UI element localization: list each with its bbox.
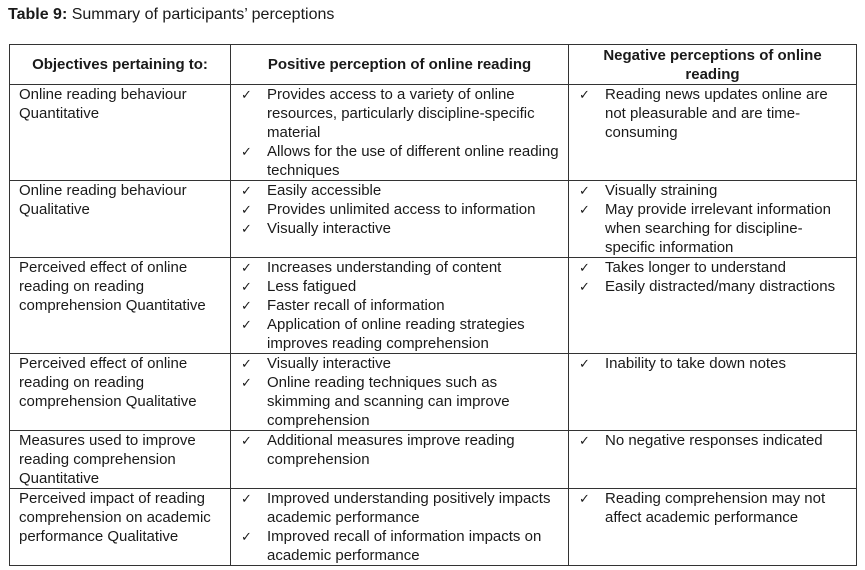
column-header-negative: Negative perceptions of online reading — [569, 45, 857, 85]
list-item-text: Online reading techniques such as skimming and scanning can improve comprehension — [267, 374, 510, 429]
check-icon: ✓ — [579, 183, 590, 198]
check-icon: ✓ — [241, 375, 252, 390]
list-item — [577, 489, 848, 527]
negative-perceptions-cell — [569, 181, 857, 258]
list-item — [239, 219, 560, 238]
check-icon: ✓ — [241, 260, 252, 275]
list-item — [239, 431, 560, 469]
negative-perceptions-cell — [569, 489, 857, 566]
negative-perceptions-list — [577, 181, 848, 257]
check-icon: ✓ — [241, 491, 252, 506]
list-item-text: Visually straining — [605, 182, 718, 199]
list-item-text: Inability to take down notes — [605, 355, 786, 372]
positive-perceptions-list — [239, 431, 560, 469]
list-item-text: Improved recall of information impacts on academic performance — [267, 528, 542, 564]
objective-cell: Perceived effect of online reading on reading comprehension Quantitative — [10, 258, 231, 354]
positive-perceptions-list — [239, 181, 560, 238]
table-row — [10, 354, 857, 431]
check-icon: ✓ — [241, 144, 252, 159]
negative-perceptions-list — [577, 489, 848, 527]
negative-perceptions-cell — [569, 431, 857, 489]
negative-perceptions-list — [577, 258, 848, 296]
column-header-positive: Positive perception of online reading — [231, 45, 569, 85]
perceptions-table — [9, 44, 857, 566]
list-item-text: Improved understanding positively impacts academic performance — [267, 490, 551, 526]
list-item-text: Faster recall of information — [267, 297, 445, 314]
check-icon: ✓ — [241, 298, 252, 313]
table-caption-label: Table 9: — [8, 6, 68, 23]
list-item-text: Increases understanding of content — [267, 259, 502, 276]
check-icon: ✓ — [241, 202, 252, 217]
list-item — [577, 85, 848, 142]
check-icon: ✓ — [241, 317, 252, 332]
negative-perceptions-cell — [569, 85, 857, 181]
table-row — [10, 258, 857, 354]
list-item — [239, 200, 560, 219]
check-icon: ✓ — [579, 433, 590, 448]
list-item — [239, 373, 560, 430]
list-item-text: Provides unlimited access to information — [267, 201, 536, 218]
list-item-text: Reading news updates online are not pleasurable and are time-consuming — [605, 86, 828, 141]
list-item — [239, 354, 560, 373]
list-item-text: Easily distracted/many distractions — [605, 278, 836, 295]
check-icon: ✓ — [579, 202, 590, 217]
positive-perceptions-list — [239, 258, 560, 353]
list-item — [577, 181, 848, 200]
objective-cell: Measures used to improve reading comprehension Quantitative — [10, 431, 231, 489]
positive-perceptions-cell — [231, 85, 569, 181]
list-item — [239, 296, 560, 315]
check-icon: ✓ — [241, 183, 252, 198]
table-body — [10, 85, 857, 566]
list-item-text: Reading comprehension may not affect academic performance — [605, 490, 826, 526]
list-item-text: Easily accessible — [267, 182, 382, 199]
positive-perceptions-list — [239, 85, 560, 180]
objective-cell: Online reading behaviour Qualitative — [10, 181, 231, 258]
positive-perceptions-cell — [231, 354, 569, 431]
list-item-text: Provides access to a variety of online resources, particularly discipline-specific material — [267, 86, 535, 141]
list-item-text: Visually interactive — [267, 355, 391, 372]
positive-perceptions-list — [239, 489, 560, 565]
table-row — [10, 431, 857, 489]
positive-perceptions-list — [239, 354, 560, 430]
list-item — [577, 354, 848, 373]
check-icon: ✓ — [579, 279, 590, 294]
list-item — [239, 181, 560, 200]
positive-perceptions-cell — [231, 258, 569, 354]
table-row — [10, 181, 857, 258]
check-icon: ✓ — [241, 279, 252, 294]
check-icon: ✓ — [241, 87, 252, 102]
list-item-text: Additional measures improve reading comprehension — [267, 432, 515, 468]
list-item — [577, 431, 848, 450]
list-item — [239, 315, 560, 353]
list-item — [239, 277, 560, 296]
column-header-objectives: Objectives pertaining to: — [10, 45, 231, 85]
positive-perceptions-cell — [231, 489, 569, 566]
list-item-text: Less fatigued — [267, 278, 357, 295]
check-icon: ✓ — [579, 87, 590, 102]
list-item — [239, 85, 560, 142]
negative-perceptions-list — [577, 85, 848, 142]
list-item-text: Allows for the use of different online reading techniques — [267, 143, 559, 179]
table-header-row — [10, 45, 857, 85]
negative-perceptions-cell — [569, 258, 857, 354]
list-item — [577, 277, 848, 296]
table-row — [10, 489, 857, 566]
negative-perceptions-cell — [569, 354, 857, 431]
objective-cell: Online reading behaviour Quantitative — [10, 85, 231, 181]
check-icon: ✓ — [579, 260, 590, 275]
list-item — [239, 527, 560, 565]
list-item — [239, 142, 560, 180]
list-item — [239, 489, 560, 527]
table-caption — [8, 5, 334, 25]
list-item — [577, 258, 848, 277]
list-item-text: Takes longer to understand — [605, 259, 786, 276]
list-item-text: Visually interactive — [267, 220, 391, 237]
check-icon: ✓ — [241, 356, 252, 371]
table-row — [10, 85, 857, 181]
negative-perceptions-list — [577, 354, 848, 373]
check-icon: ✓ — [579, 491, 590, 506]
list-item-text: Application of online reading strategies improves reading comprehension — [267, 316, 525, 352]
list-item — [577, 200, 848, 257]
objective-cell: Perceived effect of online reading on reading comprehension Qualitative — [10, 354, 231, 431]
list-item-text: No negative responses indicated — [605, 432, 823, 449]
objective-cell: Perceived impact of reading comprehension on academic performance Qualitative — [10, 489, 231, 566]
check-icon: ✓ — [579, 356, 590, 371]
positive-perceptions-cell — [231, 181, 569, 258]
list-item-text: May provide irrelevant information when searching for discipline-specific information — [605, 201, 831, 256]
list-item — [239, 258, 560, 277]
check-icon: ✓ — [241, 433, 252, 448]
check-icon: ✓ — [241, 221, 252, 236]
negative-perceptions-list — [577, 431, 848, 450]
table-caption-text: Summary of participants’ perceptions — [67, 6, 335, 23]
positive-perceptions-cell — [231, 431, 569, 489]
check-icon: ✓ — [241, 529, 252, 544]
